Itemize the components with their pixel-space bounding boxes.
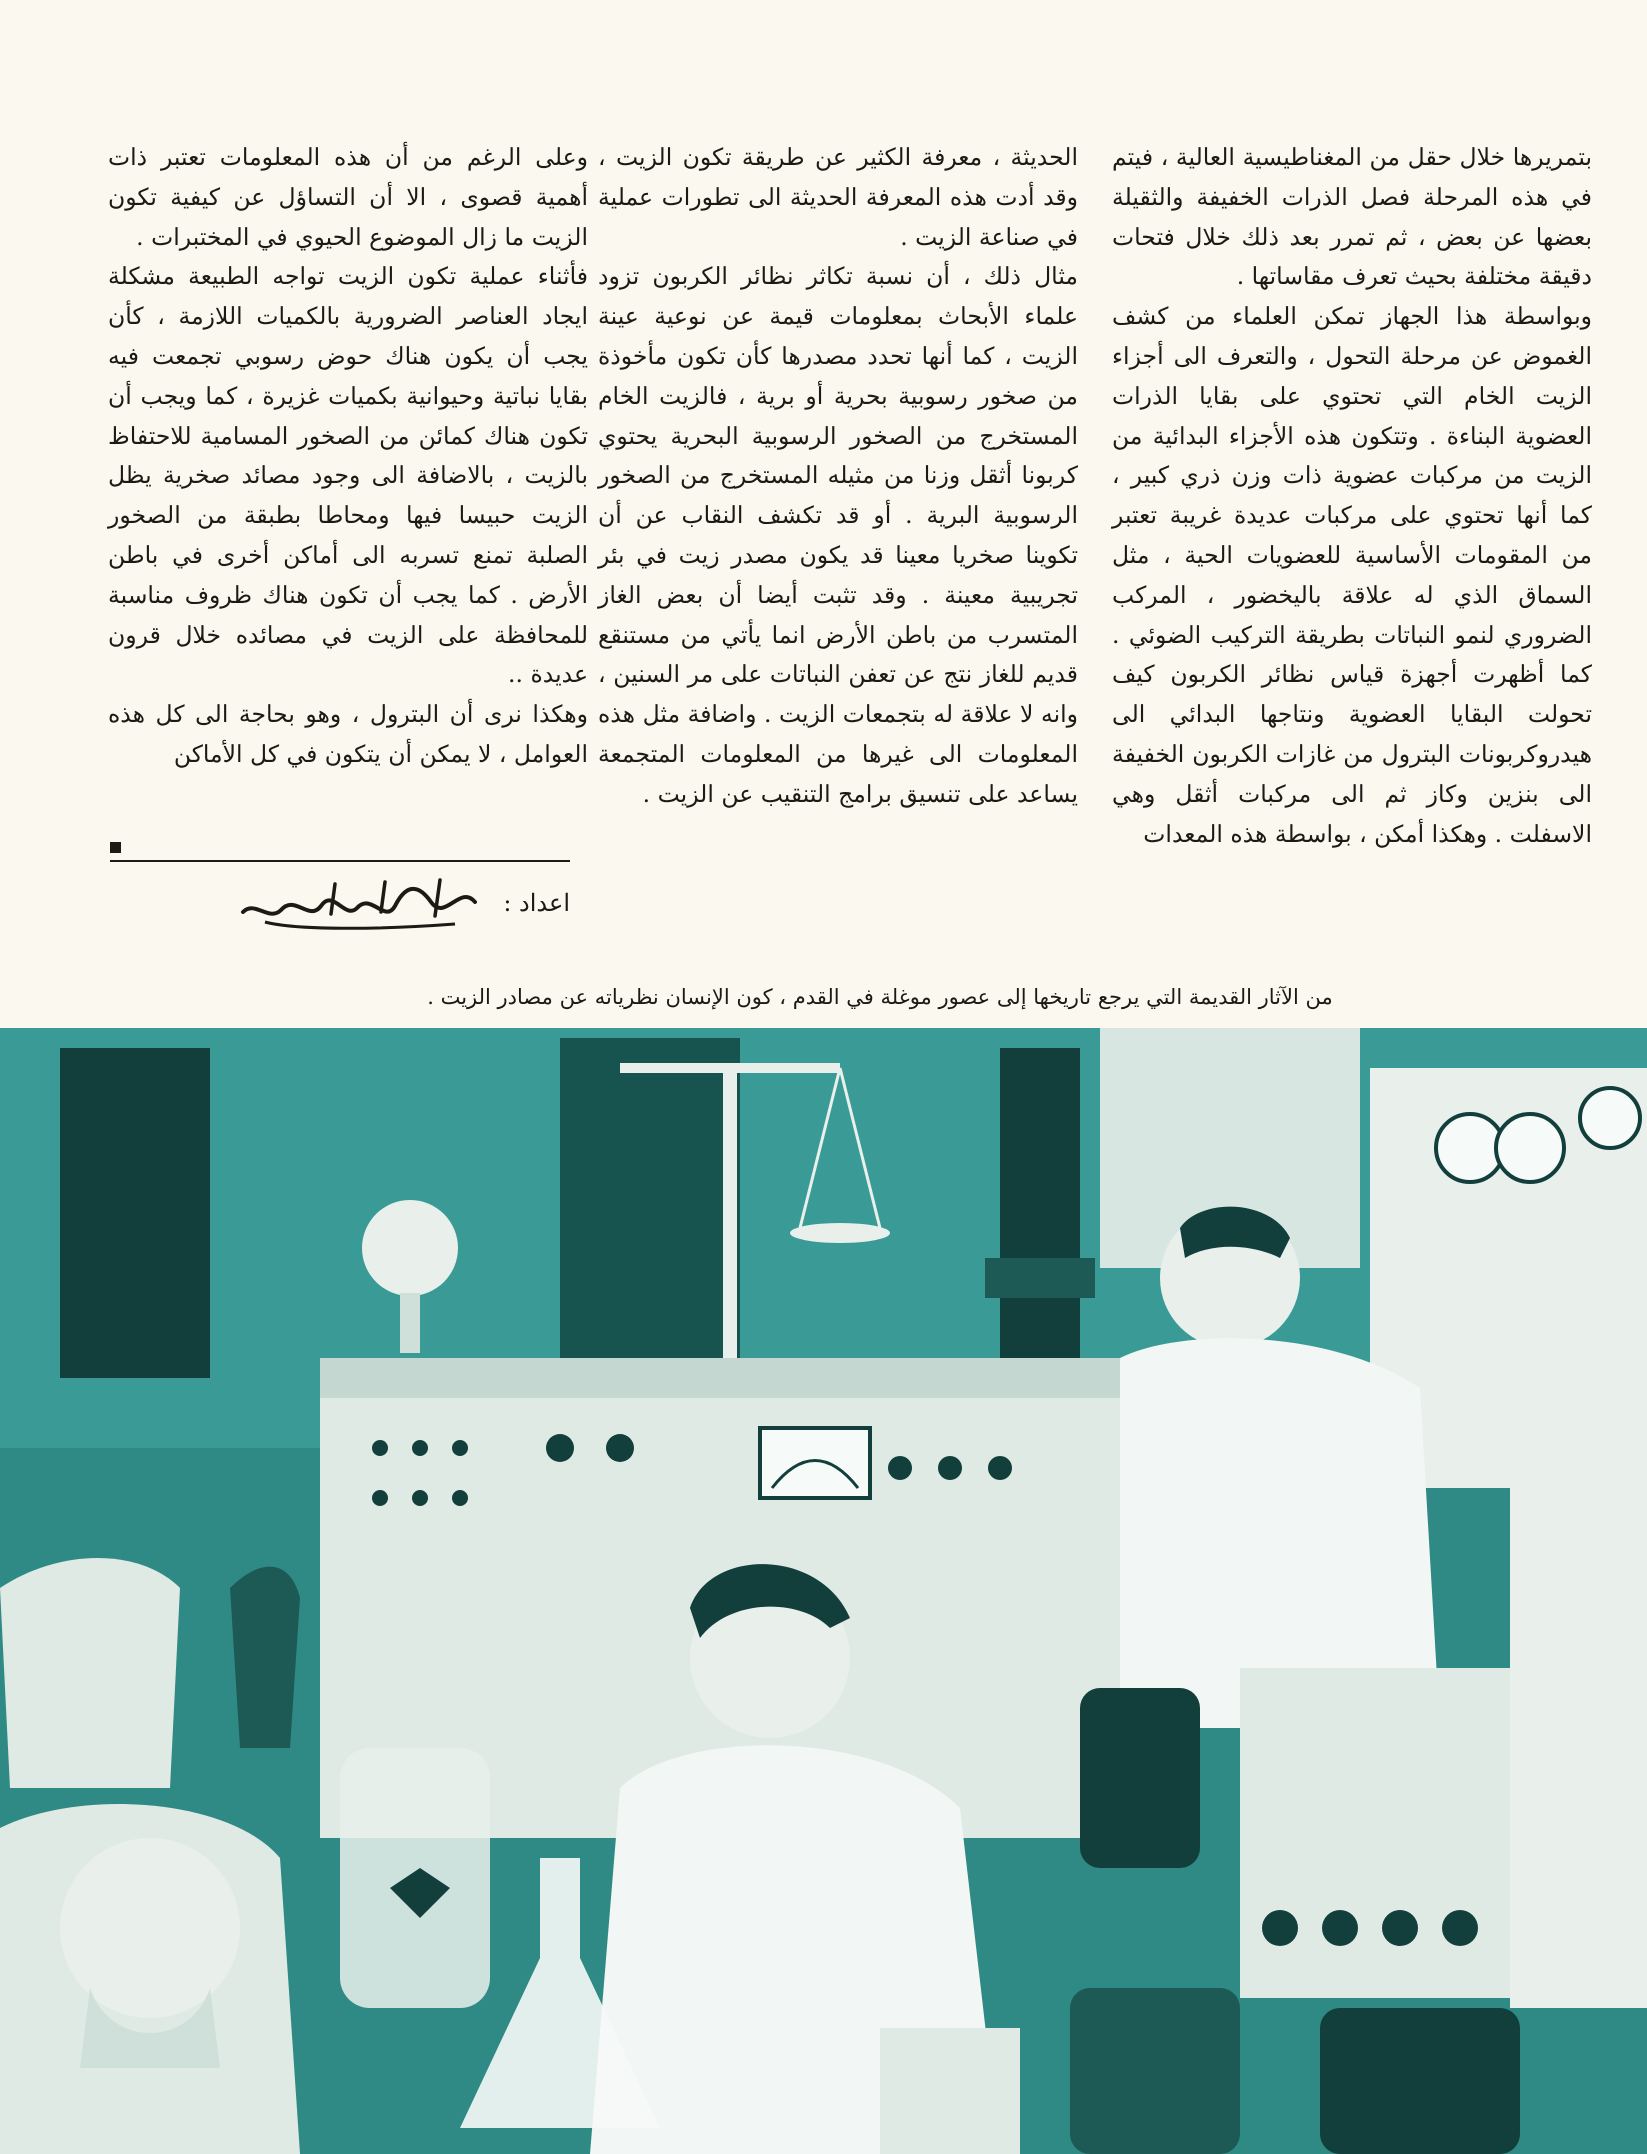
byline-divider: [110, 860, 570, 862]
byline: [110, 872, 570, 934]
end-of-article-mark: [110, 842, 121, 853]
paragraph: وعلى الرغم من أن هذه المعلومات تعتبر ذات أهمية قصوى ، الا أن التساؤل عن كيفية تكون الزيت ما زال الموضوع الحيوي في المختبرات .: [108, 143, 588, 251]
article-column-middle: [598, 138, 1078, 815]
byline-label: اعداد :: [503, 889, 570, 917]
laboratory-scene-image: [0, 1028, 1647, 2154]
paragraph: فأثناء عملية تكون الزيت تواجه الطبيعة مشكلة ايجاد العناصر الضرورية بالكميات اللازمة ، كأن يجب أن يكون هناك حوض رسوبي تجمعت فيه بقايا نباتية وحيوانية بكميات غزيرة ، كما ويجب أن تكون هناك كمائن من الصخور المسامية للاحتفاظ بالزيت ، بالاضافة الى وجود مصائد صخرية يظل الزيت حبيسا فيها ومحاطا بطبقة من الصخور الصلبة تمنع تسربه الى أماكن أخرى في باطن الأرض . كما يجب أن تكون هناك ظروف مناسبة للمحافظة على الزيت في مصائده خلال قرون عديدة ..: [108, 262, 588, 689]
paragraph: الحديثة ، معرفة الكثير عن طريقة تكون الزيت ، وقد أدت هذه المعرفة الحديثة الى تطورات عملية في صناعة الزيت .: [598, 143, 1078, 251]
illustration-caption: من الآثار القديمة التي يرجع تاريخها إلى عصور موغلة في القدم ، كون الإنسان نظرياته عن مصادر الزيت .: [427, 985, 1333, 1009]
paragraph: بتمريرها خلال حقل من المغناطيسية العالية ، فيتم في هذه المرحلة فصل الذرات الخفيفة والثقيلة بعضها عن بعض ، ثم تمرر بعد ذلك خلال فتحات دقيقة مختلفة بحيث تعرف مقاساتها .: [1112, 143, 1592, 291]
author-signature: [235, 872, 485, 934]
article-column-right: [1112, 138, 1592, 854]
paragraph: وهكذا نرى أن البترول ، وهو بحاجة الى كل هذه العوامل ، لا يمكن أن يتكون في كل الأماكن: [108, 700, 588, 768]
article-column-left: [108, 138, 588, 775]
laboratory-illustration: [0, 1028, 1647, 2154]
paragraph: مثال ذلك ، أن نسبة تكاثر نظائر الكربون تزود علماء الأبحاث بمعلومات قيمة عن نوعية عينة الزيت ، كما أنها تحدد مصدرها كأن تكون مأخوذة من صخور رسوبية بحرية أو برية ، فالزيت الخام المستخرج من الصخور الرسوبية البحرية يحتوي كربونا أثقل وزنا من مثيله المستخرج من الصخور الرسوبية البرية . أو قد تكشف النقاب عن أن تكوينا صخريا معينا قد يكون مصدر زيت في بئر تجريبية معينة . وقد تثبت أيضا أن بعض الغاز المتسرب من باطن الأرض انما يأتي من مستنقع قديم للغاز نتج عن تعفن النباتات على مر السنين ، وانه لا علاقة له بتجمعات الزيت . واضافة مثل هذه المعلومات الى غيرها من المعلومات المتجمعة يساعد على تنسيق برامج التنقيب عن الزيت .: [598, 262, 1078, 808]
paragraph: وبواسطة هذا الجهاز تمكن العلماء من كشف الغموض عن مرحلة التحول ، والتعرف الى أجزاء الزيت الخام التي تحتوي على بقايا الذرات العضوية البناءة . وتتكون هذه الأجزاء البدائية من الزيت من مركبات عضوية ذات وزن ذري كبير ، كما أنها تحتوي على مركبات عديدة غريبة تعتبر من المقومات الأساسية للعضويات الحية ، مثل السماق الذي له علاقة باليخضور ، المركب الضروري لنمو النباتات بطريقة التركيب الضوئي . كما أظهرت أجهزة قياس نظائر الكربون كيف تحولت البقايا العضوية ونتاجها البدائي الى هيدروكربونات البترول من غازات الكربون الخفيفة الى بنزين وكاز ثم الى مركبات أثقل وهي الاسفلت . وهكذا أمكن ، بواسطة هذه المعدات: [1112, 302, 1592, 848]
